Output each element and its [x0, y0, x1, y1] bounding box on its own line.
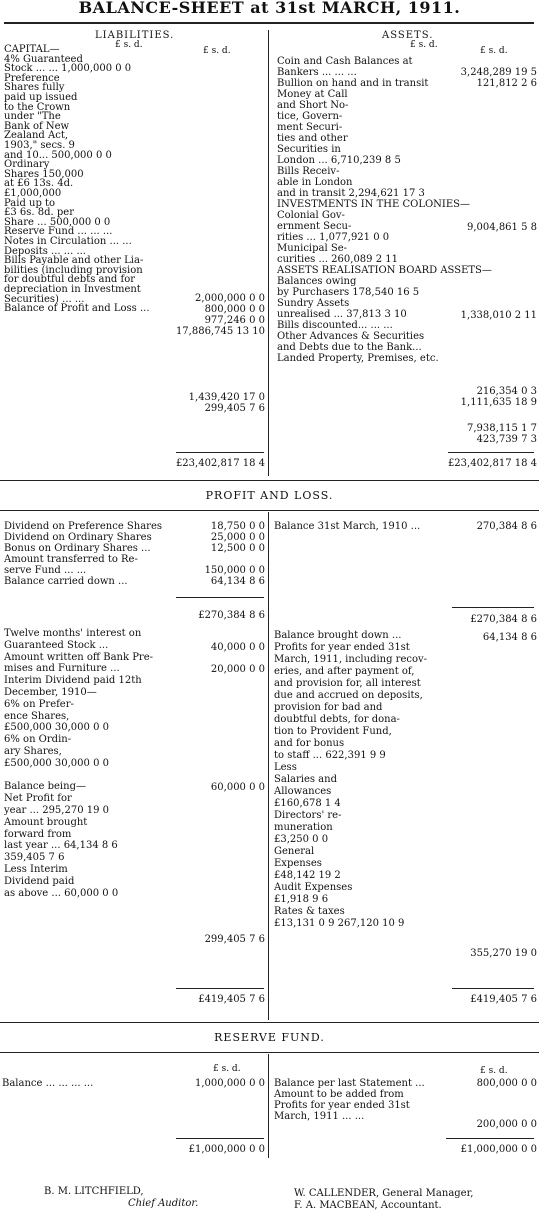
asset-line: Bills discounted... ... ...: [277, 320, 393, 331]
column-divider: [268, 1054, 269, 1158]
liability-line: Share ... 500,000 0 0: [4, 216, 111, 228]
assets-grand-total: £23,402,817 18 4: [447, 458, 537, 469]
asset-line: ASSETS REALISATION BOARD ASSETS—: [277, 265, 492, 276]
liability-line: Bank of New: [4, 120, 70, 132]
pl-left-value: 299,405 7 6: [204, 934, 265, 945]
asset-line: Bills Receiv-: [277, 166, 340, 177]
liability-line: Securities) ... ...: [4, 293, 85, 305]
liability-line: under "The: [4, 111, 61, 123]
liability-line: Stock ... ... 1,000,000 0 0: [4, 63, 132, 75]
asset-line: Balances owing: [277, 276, 357, 287]
liability-line: and 10... 500,000 0 0: [4, 149, 112, 161]
pl-debit-line: year ... 295,270 19 0: [4, 805, 109, 816]
pl-debit-line: £500,000 30,000 0 0: [4, 757, 109, 769]
liabilities-total: 299,405 7 6: [204, 403, 265, 414]
section-rule: [0, 510, 539, 511]
asset-line: Sundry Assets: [277, 298, 350, 309]
pl-debit-value: 150,000 0 0: [204, 565, 265, 576]
liability-line: Balance of Profit and Loss ...: [4, 303, 150, 315]
pl-debit-line: Balance carried down ...: [4, 576, 128, 587]
pl-credit-line: due and accrued on deposits,: [274, 690, 423, 701]
asset-line: and Debts due to the Bank...: [277, 342, 422, 353]
reserve-right-total: £1,000,000 0 0: [460, 1144, 537, 1155]
assets-total: 7,938,115 1 7: [467, 423, 537, 434]
assets-total: 1,338,010 2 11: [460, 310, 537, 321]
total-rule: [176, 597, 264, 598]
section-rule: [0, 1052, 539, 1053]
pl-debit-line: 359,405 7 6: [4, 852, 65, 864]
pl-credit-line: doubtful debts, for dona-: [274, 714, 400, 725]
pl-right-value: 270,384 8 6: [476, 521, 537, 532]
pl-debit-value: 18,750 0 0: [210, 521, 265, 532]
pl-credit-line: £48,142 19 2: [274, 870, 341, 881]
liability-line: £3 6s. 8d. per: [4, 207, 74, 219]
pl-debit-line: Bonus on Ordinary Shares ...: [4, 543, 151, 554]
reserve-left-line: Balance ... ... ... ...: [2, 1078, 94, 1089]
pl-credit-line: Rates & taxes: [274, 906, 345, 917]
pl-debit-line: serve Fund ... ...: [4, 565, 87, 576]
pl-right-value: 64,134 8 6: [482, 632, 537, 643]
liability-line: to the Crown: [4, 101, 71, 113]
pl-debit-line: ence Shares,: [4, 710, 70, 722]
asset-line: Municipal Se-: [277, 243, 348, 254]
pl-credit-line: tion to Provident Fund,: [274, 726, 392, 737]
currency-header: £ s. d.: [115, 40, 143, 50]
pl-debit-line: Balance being—: [4, 781, 86, 793]
pl-debit-line: mises and Furniture ...: [4, 663, 120, 675]
liabilities-total: 2,000,000 0 0: [195, 293, 265, 304]
pl-debit-line: Guaranteed Stock ...: [4, 639, 109, 651]
asset-line: able in London: [277, 177, 353, 188]
pl-credit-line: Less: [274, 762, 297, 773]
assets-total: 121,812 2 6: [476, 78, 537, 89]
manager-line: W. CALLENDER, General Manager,: [294, 1188, 474, 1199]
asset-line: rities ... 1,077,921 0 0: [277, 232, 390, 243]
column-divider: [268, 30, 269, 476]
pl-right-line: Balance 31st March, 1910 ...: [274, 521, 421, 532]
liability-line: for doubtful debts and for: [4, 274, 136, 286]
profit-and-loss-heading: PROFIT AND LOSS.: [205, 489, 334, 502]
pl-debit-line: last year ... 64,134 8 6: [4, 840, 118, 852]
asset-line: and in transit 2,294,621 17 3: [277, 188, 425, 199]
asset-line: London ... 6,710,239 8 5: [277, 155, 401, 166]
liability-line: 1903," secs. 9: [4, 140, 75, 151]
pl-left-total-2: £419,405 7 6: [198, 994, 265, 1005]
liability-line: Notes in Circulation ... ...: [4, 236, 132, 247]
reserve-credit-line: Amount to be added from: [274, 1089, 404, 1100]
asset-line: ties and other: [277, 133, 348, 144]
section-rule: [0, 1022, 539, 1023]
pl-credit-line: Salaries and: [274, 774, 337, 785]
reserve-left-value: 1,000,000 0 0: [195, 1078, 265, 1089]
page-title: BALANCE-SHEET at 31st MARCH, 1911.: [78, 0, 461, 17]
liability-line: Zealand Act,: [4, 130, 69, 142]
liability-line: Ordinary: [4, 159, 50, 171]
assets-total: 216,354 0 3: [476, 386, 537, 397]
pl-debit-line: Less Interim: [4, 864, 68, 875]
total-rule: [176, 1138, 264, 1139]
pl-credit-line: March, 1911, including recov-: [274, 654, 428, 665]
asset-line: Colonial Gov-: [277, 210, 345, 221]
pl-credit-line: provision for bad and: [274, 702, 383, 713]
total-rule: [176, 452, 264, 453]
asset-line: Bullion on hand and in transit: [277, 78, 429, 89]
pl-debit-line: forward from: [4, 828, 72, 840]
total-rule: [176, 988, 264, 989]
top-rule: [4, 22, 534, 24]
pl-credit-line: muneration: [274, 822, 333, 833]
reserve-credit-line: Profits for year ended 31st: [274, 1100, 410, 1111]
pl-left-total: £270,384 8 6: [198, 610, 265, 621]
pl-credit-line: Allowances: [274, 786, 332, 797]
liability-line: Reserve Fund ... ... ...: [4, 226, 113, 238]
pl-right-total: £270,384 8 6: [470, 614, 537, 625]
column-divider: [268, 512, 269, 1020]
pl-credit-line: eries, and after payment of,: [274, 666, 415, 677]
auditor-name: B. M. LITCHFIELD,: [44, 1186, 144, 1197]
liabilities-total: 1,439,420 17 0: [188, 392, 265, 403]
pl-debit-line: Net Profit for: [4, 793, 72, 805]
pl-debit-line: December, 1910—: [4, 687, 97, 698]
liability-line: CAPITAL—: [4, 44, 60, 55]
asset-line: by Purchasers 178,540 16 5: [277, 287, 420, 298]
liability-line: bilities (including provision: [4, 264, 143, 276]
liabilities-total: 800,000 0 0: [204, 304, 265, 315]
currency-header: £ s. d.: [480, 1066, 508, 1076]
asset-line: ment Securi-: [277, 122, 343, 133]
pl-debit-line: £500,000 30,000 0 0: [4, 722, 109, 734]
assets-total: 1,111,635 18 9: [460, 397, 537, 408]
currency-header: £ s. d.: [203, 46, 231, 56]
pl-debit-value: 25,000 0 0: [210, 532, 265, 543]
reserve-right-value: 800,000 0 0: [476, 1078, 537, 1089]
asset-line: INVESTMENTS IN THE COLONIES—: [277, 199, 471, 210]
liability-line: Paid up to: [4, 197, 56, 209]
asset-line: Other Advances & Securities: [277, 331, 425, 342]
reserve-left-total: £1,000,000 0 0: [188, 1144, 265, 1155]
asset-line: Landed Property, Premises, etc.: [277, 353, 439, 364]
asset-line: unrealised ... 37,813 3 10: [277, 309, 407, 320]
pl-debit-line: Amount transferred to Re-: [4, 554, 138, 565]
asset-line: tice, Govern-: [277, 111, 343, 122]
pl-credit-line: Audit Expenses: [274, 882, 353, 893]
currency-header: £ s. d.: [213, 1064, 241, 1074]
liabilities-total: 17,886,745 13 10: [175, 326, 265, 337]
assets-total: 9,004,861 5 8: [467, 222, 537, 233]
pl-credit-line: £13,131 0 9 267,120 10 9: [274, 918, 405, 929]
pl-left-value: 40,000 0 0: [210, 642, 265, 653]
liability-line: paid up issued: [4, 92, 78, 103]
pl-credit-line: General: [274, 846, 315, 857]
pl-debit-line: Interim Dividend paid 12th: [4, 675, 142, 687]
total-rule: [452, 988, 534, 989]
pl-left-value: 60,000 0 0: [210, 782, 265, 793]
pl-debit-line: ary Shares,: [4, 746, 62, 757]
asset-line: Money at Call: [277, 89, 348, 100]
pl-debit-line: 6% on Ordin-: [4, 734, 72, 746]
currency-header: £ s. d.: [410, 40, 438, 50]
assets-heading: ASSETS.: [382, 30, 434, 41]
assets-total: 423,739 7 3: [476, 434, 537, 445]
pl-debit-line: Amount brought: [4, 816, 88, 828]
asset-line: Securities in: [277, 144, 341, 155]
pl-debit-line: as above ... 60,000 0 0: [4, 887, 119, 899]
pl-debit-value: 64,134 8 6: [210, 576, 265, 587]
asset-line: and Short No-: [277, 100, 349, 111]
pl-debit-line: 6% on Prefer-: [4, 698, 74, 710]
asset-line: ernment Secu-: [277, 221, 352, 232]
asset-line: Bankers ... ... ...: [277, 67, 357, 78]
pl-debit-value: 12,500 0 0: [210, 543, 265, 554]
liability-line: Shares 150,000: [4, 168, 84, 180]
liability-line: depreciation in Investment: [4, 284, 141, 295]
liability-line: Bills Payable and other Lia-: [4, 255, 144, 267]
asset-line: Coin and Cash Balances at: [277, 56, 413, 67]
pl-credit-line: and for bonus: [274, 738, 345, 749]
pl-debit-line: Amount written off Bank Pre-: [4, 651, 154, 663]
pl-credit-line: Expenses: [274, 858, 322, 869]
reserve-right-value: 200,000 0 0: [476, 1119, 537, 1130]
liabilities-total: 977,246 0 0: [204, 315, 265, 326]
liability-line: 4% Guaranteed: [4, 53, 83, 65]
liability-line: Shares fully: [4, 82, 65, 94]
pl-debit-line: Dividend on Preference Shares: [4, 521, 163, 532]
pl-debit-line: Twelve months' interest on: [4, 628, 142, 639]
pl-credit-line: Directors' re-: [274, 810, 342, 821]
total-rule: [448, 452, 534, 453]
pl-right-total-2: £419,405 7 6: [470, 994, 537, 1005]
asset-line: curities ... 260,089 2 11: [277, 254, 398, 265]
total-rule: [452, 607, 534, 608]
auditor-title: Chief Auditor.: [128, 1198, 199, 1209]
total-rule: [446, 1138, 534, 1139]
pl-left-value: 20,000 0 0: [210, 664, 265, 675]
pl-credit-line: £1,918 9 6: [274, 894, 329, 905]
reserve-credit-line: March, 1911 ... ...: [274, 1111, 365, 1122]
liabilities-grand-total: £23,402,817 18 4: [175, 458, 265, 469]
currency-header: £ s. d.: [480, 46, 508, 56]
liability-line: Preference: [4, 72, 60, 84]
liabilities-heading: LIABILITIES.: [95, 30, 175, 41]
reserve-fund-heading: RESERVE FUND.: [214, 1031, 325, 1044]
pl-credit-line: £160,678 1 4: [274, 798, 341, 809]
liability-line: £1,000,000: [4, 188, 62, 199]
assets-total: 3,248,289 19 5: [460, 67, 537, 78]
pl-debit-line: Dividend on Ordinary Shares: [4, 532, 152, 543]
section-rule: [0, 480, 539, 481]
pl-credit-line: £3,250 0 0: [274, 834, 329, 845]
pl-credit-line: to staff ... 622,391 9 9: [274, 750, 386, 761]
liability-line: at £6 13s. 4d.: [4, 178, 74, 190]
reserve-credit-line: Balance per last Statement ...: [274, 1078, 425, 1089]
accountant-line: F. A. MACBEAN, Accountant.: [294, 1200, 442, 1211]
pl-credit-line: Profits for year ended 31st: [274, 642, 410, 653]
pl-credit-line: and provision for, all interest: [274, 678, 421, 689]
pl-debit-line: Dividend paid: [4, 875, 75, 887]
liability-line: Deposits ... ... ...: [4, 245, 86, 257]
pl-right-value: 355,270 19 0: [470, 948, 537, 959]
pl-credit-line: Balance brought down ...: [274, 630, 402, 641]
